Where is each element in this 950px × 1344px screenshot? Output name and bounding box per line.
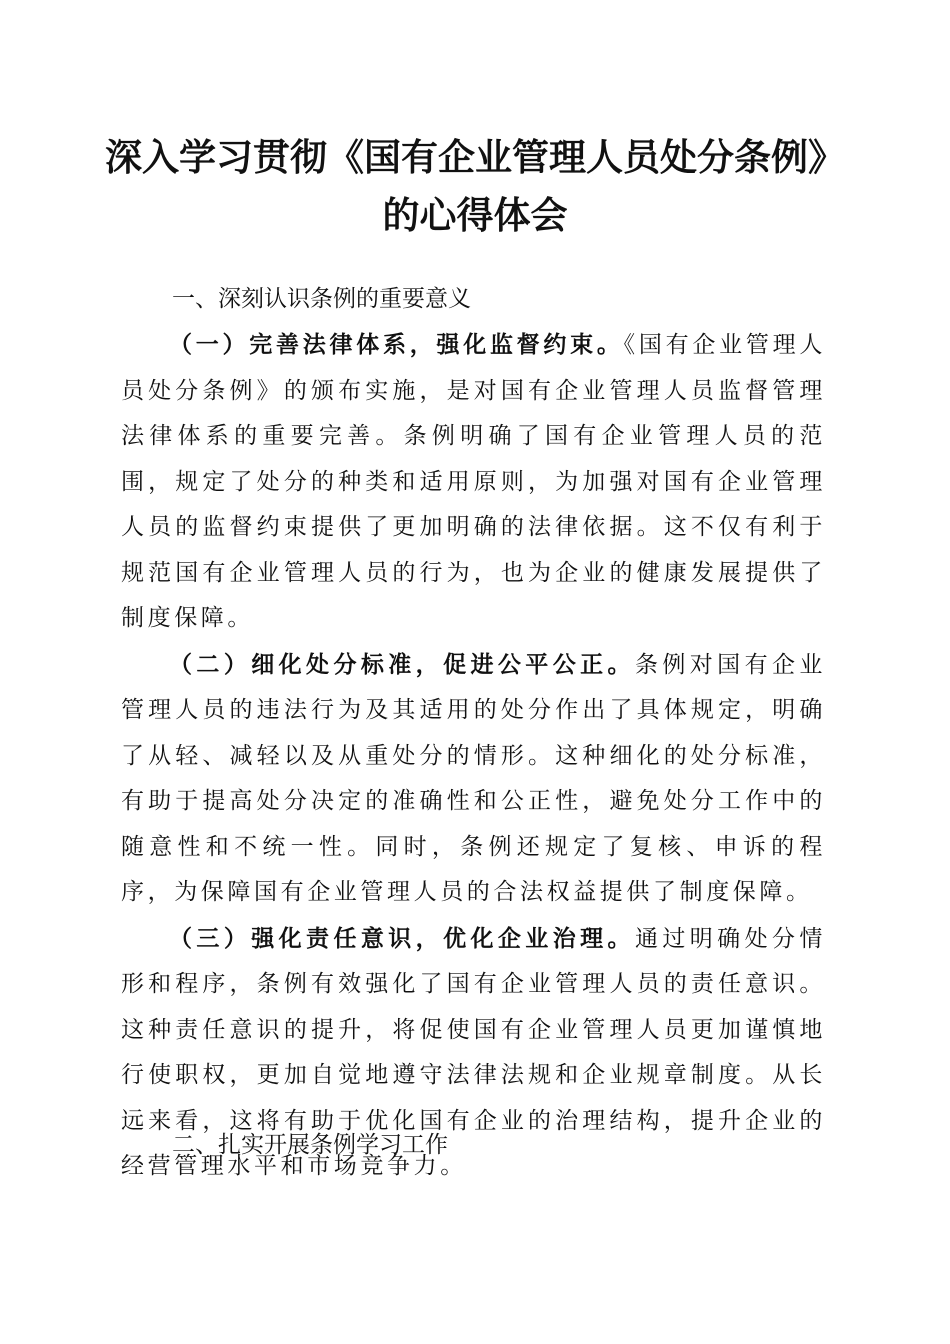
paragraph-2 <box>121 642 826 916</box>
section-1-heading: 一、深刻认识条例的重要意义 <box>172 286 471 312</box>
paragraph-2-lead: （二）细化处分标准，促进公平公正。 <box>169 650 635 678</box>
paragraph-1-text: 《国有企业管理人员处分条例》的颁布实施，是对国有企业管理人员监督管理法律体系的重要完善。条例明确了国有企业管理人员的范围，规定了处分的种类和适用原则，为加强对国有企业管理人员的监督约束提供了更加明确的法律依据。这不仅有利于规范国有企业管理人员的行为，也为企业的健康发展提供了制度保障。 <box>121 332 826 631</box>
paragraph-3-text: 通过明确处分情形和程序，条例有效强化了国有企业管理人员的责任意识。这种责任意识的提升，将促使国有企业管理人员更加谨慎地行使职权，更加自觉地遵守法律法规和企业规章制度。从长远来看，这将有助于优化国有企业的治理结构，提升企业的经营管理水平和市场竞争力。 <box>121 925 827 1179</box>
title-line-1: 深入学习贯彻《国有企业管理人员处分条例》 <box>105 135 845 179</box>
paragraph-1 <box>121 322 826 642</box>
document-title <box>100 128 850 244</box>
paragraph-3-lead: （三）强化责任意识，优化企业治理。 <box>169 924 635 952</box>
section-2-heading: 二、扎实开展条例学习工作 <box>172 1132 448 1158</box>
paragraph-1-lead: （一）完善法律体系，强化监督约束。 <box>169 331 624 358</box>
section-1-body <box>121 322 826 1190</box>
paragraph-2-text: 条例对国有企业管理人员的违法行为及其适用的处分作出了具体规定，明确了从轻、减轻以及从重处分的情形。这种细化的处分标准，有助于提高处分决定的准确性和公正性，避免处分工作中的随意性和不统一性。同时，条例还规定了复核、申诉的程序，为保障国有企业管理人员的合法权益提供了制度保障。 <box>121 651 827 905</box>
title-line-2: 的心得体会 <box>382 193 568 237</box>
